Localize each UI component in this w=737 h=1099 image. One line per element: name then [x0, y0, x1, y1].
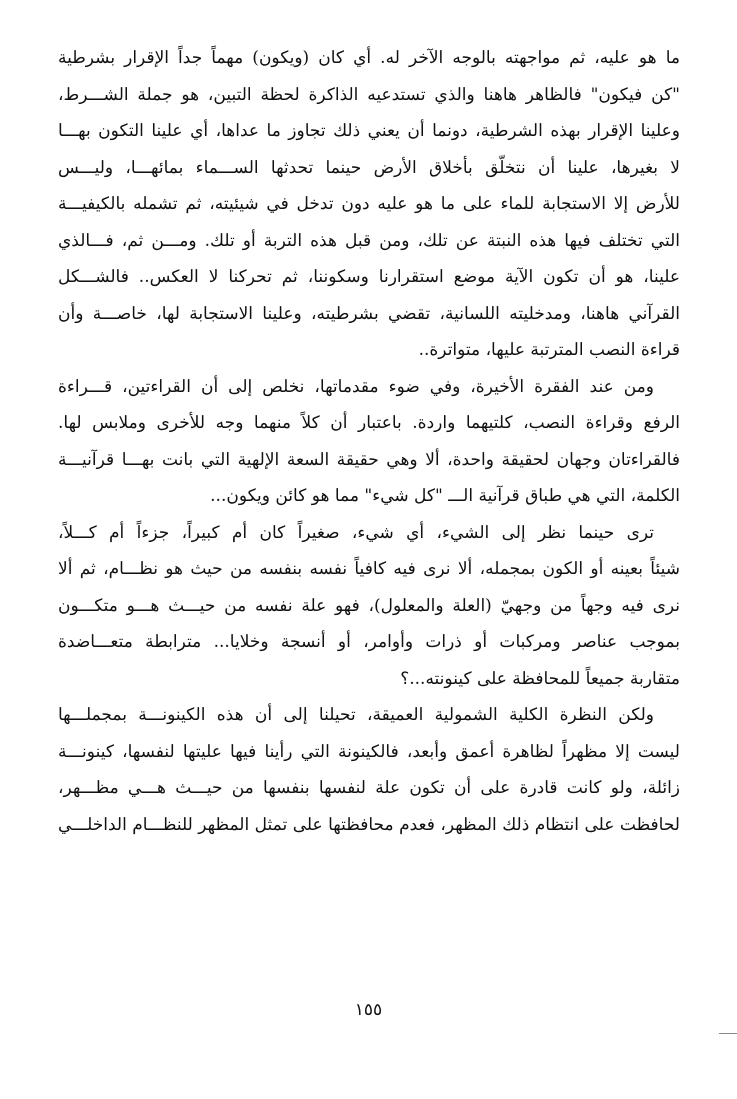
- text-line: شيئاً بعينه أو الكون بمجمله، ألا نرى فيه كافياً نفسه بنفسه من حيث هو نظـــام، ثم ألا: [58, 559, 680, 579]
- text-line: ليست إلا مظهراً لظاهرة أعمق وأبعد، فالكينونة التي رأينا فيها عليتها لنفسها، كينونـــة: [58, 741, 680, 762]
- text-line: لحافظت على انتظام ذلك المظهر، فعدم محافظتها على تمثل المظهر للنظـــام الداخلـــي: [58, 814, 680, 835]
- text-line: بموجب عناصر ومركبات أو ذرات وأوامر، أو أنسجة وخلايا... مترابطة متعـــاضدة: [58, 632, 680, 652]
- paragraph-3: [58, 515, 680, 698]
- page-body: [58, 40, 680, 843]
- text-line: ولكن النظرة الكلية الشمولية العميقة، تحيلنا إلى أن هذه الكينونـــة بمجملـــها: [58, 705, 654, 725]
- text-line: نرى فيه وجهاً من وجهيّ (العلة والمعلول)، فهو علة نفسه من حيـــث هـــو متكـــون: [58, 595, 680, 616]
- text-line: القرآني هاهنا، ومدخليته اللسانية، تقضي بشرطيته، وعلينا الاستجابة لها، خاصـــة وأن: [58, 303, 680, 324]
- paragraph-4: [58, 697, 680, 843]
- text-line: وعلينا الإقرار بهذه الشرطية، دونما أن يعني ذلك تجاوز ما عداها، أي علينا التكون بهـــا: [58, 121, 680, 141]
- text-line: زائلة، ولو كانت قادرة على أن تكون علة لنفسها بنفسها من حيـــث هـــي مظـــهر،: [58, 778, 680, 798]
- page-number: ١٥٥: [354, 1000, 383, 1020]
- text-line: ومن عند الفقرة الأخيرة، وفي ضوء مقدماتها، نخلص إلى أن القراءتين، قـــراءة: [58, 376, 654, 397]
- text-line: الرفع وقراءة النصب، كلتيهما واردة. باعتبار أن كلاً منهما وجه للأخرى وملابس لها.: [58, 413, 680, 433]
- text-line: "كن فيكون" فالظاهر هاهنا والذي تستدعيه الذاكرة لحظة التبين، هو جملة الشـــرط،: [58, 84, 680, 105]
- text-line: للأرض إلا الاستجابة للماء على ما هو عليه دون تدخل في شيئيته، ثم تشمله بالكيفيـــة: [58, 194, 680, 214]
- text-line: قراءة النصب المترتبة عليها، متواترة..: [418, 340, 680, 360]
- text-line: التي تختلف فيها هذه النبتة عن تلك، ومن قبل هذه التربة أو تلك. ومـــن ثم، فـــالذي: [58, 230, 680, 251]
- text-line: ترى حينما نظر إلى الشيء، أي شيء، صغيراً كان أم كبيراً، جزءاً أم كـــلاً،: [58, 522, 654, 543]
- scan-edge-mark: [719, 1033, 737, 1034]
- paragraph-2: [58, 369, 680, 515]
- paragraph-1: [58, 40, 680, 369]
- text-line: متقاربة جميعاً للمحافظة على كينونته...؟: [400, 668, 680, 689]
- text-line: الكلمة، التي هي طباق قرآنية الـــ "كل شيء" مما هو كائن ويكون...: [210, 486, 680, 506]
- text-line: فالقراءتان وجهان لحقيقة واحدة، ألا وهي حقيقة السعة الإلهية التي بانت بهـــا قرآنيـــة: [58, 449, 680, 470]
- text-line: لا بغيرها، علينا أن نتخلّق بأخلاق الأرض حينما تحدثها الســـماء بمائهـــا، وليـــس: [58, 157, 680, 178]
- text-line: ما هو عليه، ثم مواجهته بالوجه الآخر له. أي كان (ويكون) مهماً جداً الإقرار بشرطية: [58, 48, 680, 68]
- text-line: علينا، هو أن تكون الآية موضع استقرارنا وسكوننا، ثم تحركنا لا العكس.. فالشـــكل: [58, 267, 680, 287]
